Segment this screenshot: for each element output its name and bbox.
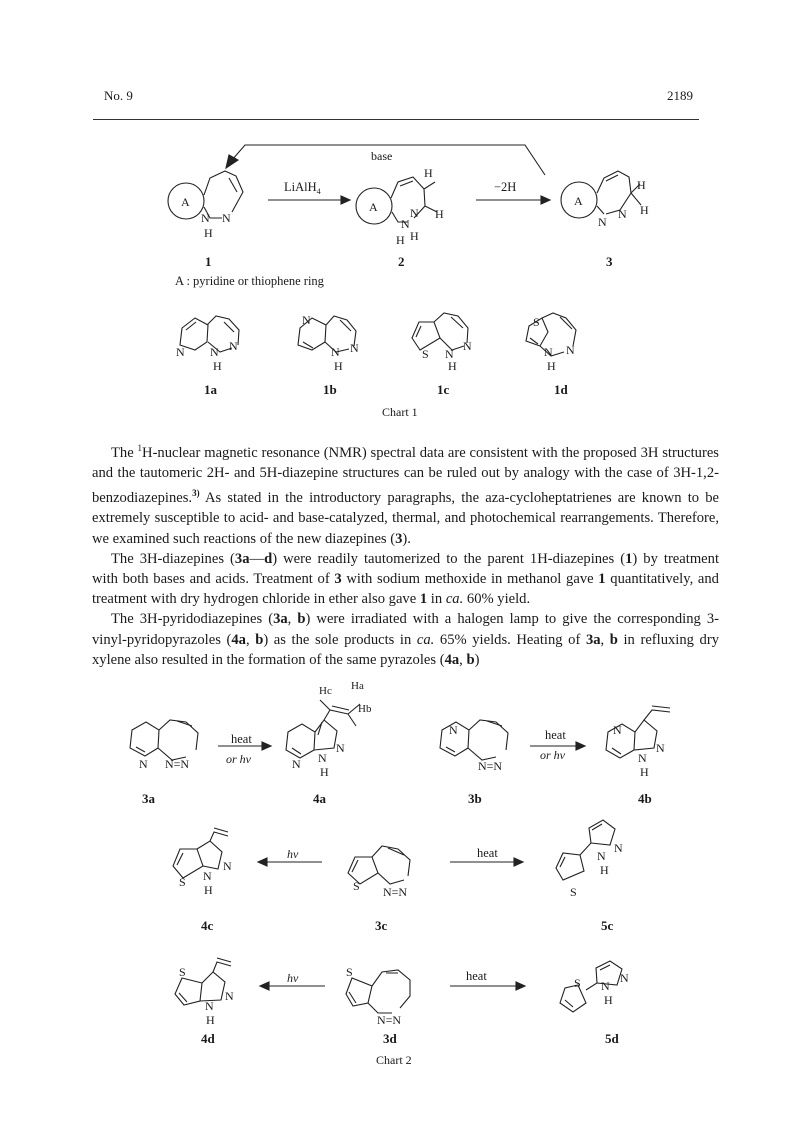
label-compound-4b: 4b: [638, 791, 652, 806]
svg-text:N: N: [614, 841, 623, 855]
legend-ring-a: A : pyridine or thiophene ring: [175, 274, 324, 288]
svg-text:H: H: [204, 226, 213, 240]
vinyl-hc: Hc: [319, 685, 332, 697]
svg-text:H: H: [547, 359, 556, 373]
svg-text:H: H: [320, 765, 329, 779]
svg-text:N: N: [205, 999, 214, 1013]
body-text: [92, 438, 719, 670]
svg-text:N=N: N=N: [165, 757, 190, 771]
svg-text:H: H: [424, 166, 433, 180]
svg-text:H: H: [435, 207, 444, 221]
vinyl-hb: Hb: [358, 703, 372, 715]
compound-4c-structure: [173, 828, 228, 878]
heat-label-3c: heat: [477, 846, 498, 860]
svg-text:N=N: N=N: [383, 885, 408, 899]
label-compound-5c: 5c: [601, 918, 614, 933]
compound-3a-structure: [130, 720, 198, 760]
svg-text:N=N: N=N: [478, 759, 503, 773]
svg-text:LiAlH4: LiAlH$_4$: [284, 180, 321, 196]
svg-text:N: N: [613, 723, 622, 737]
svg-text:N: N: [656, 741, 665, 755]
label-compound-1: 1: [205, 254, 212, 269]
svg-text:S: S: [570, 885, 577, 899]
svg-text:N: N: [302, 313, 311, 327]
hv-label-3c: hν: [287, 847, 299, 861]
label-compound-3d: 3d: [383, 1031, 397, 1046]
reagent-minus-2h: −2H: [494, 180, 517, 194]
svg-text:S: S: [533, 315, 540, 329]
ring-letter-1: A: [181, 195, 190, 209]
label-compound-4d: 4d: [201, 1031, 215, 1046]
svg-text:N=N: N=N: [377, 1013, 402, 1027]
svg-text:N: N: [445, 347, 454, 361]
compound-4a-structure: [286, 700, 360, 758]
label-compound-2: 2: [398, 254, 405, 269]
svg-text:N: N: [222, 211, 231, 225]
svg-text:N: N: [463, 339, 472, 353]
base-label: base: [371, 149, 393, 163]
svg-text:H: H: [640, 765, 649, 779]
svg-text:H: H: [204, 883, 213, 897]
heat-label-3b: heat: [545, 728, 566, 742]
svg-text:H: H: [600, 863, 609, 877]
svg-text:H: H: [410, 229, 419, 243]
or-hv-label-3b: or hv: [540, 748, 565, 762]
heat-label-3a: heat: [231, 732, 252, 746]
svg-text:N: N: [350, 341, 359, 355]
chart-2-caption: Chart 2: [376, 1053, 412, 1067]
label-compound-5d: 5d: [605, 1031, 619, 1046]
compound-1c-structure: [412, 313, 468, 350]
svg-text:H: H: [448, 359, 457, 373]
chart-1-caption: Chart 1: [382, 405, 418, 419]
vinyl-ha: Ha: [351, 680, 364, 692]
svg-text:N: N: [544, 345, 553, 359]
svg-text:N: N: [225, 989, 234, 1003]
page-number: 2189: [667, 88, 693, 103]
svg-text:N: N: [401, 217, 410, 231]
paragraph-1: The $^1$H-nuclear magnetic resonance (NMR) spectral data are consistent with the proposed 3H structures and the tautomeric 2H- and 5H-diazepine structures can be ruled out by analogy with the case of 3H-1,2-benzodiazepines.$^{3)}$ As stated in the introductory paragraphs, the aza-cycloheptatrienes are known to be extremely susceptible to acid- and base-catalyzed, thermal, and photochemical rearrangements. Therefore, we examined such reactions of the new diazepines (3).: [92, 443, 719, 547]
svg-text:H: H: [334, 359, 343, 373]
label-compound-3c: 3c: [375, 918, 388, 933]
svg-text:S: S: [346, 965, 353, 979]
svg-text:N: N: [601, 979, 610, 993]
hv-label-3d: hν: [287, 971, 299, 985]
heat-label-3d: heat: [466, 969, 487, 983]
svg-text:S: S: [179, 875, 186, 889]
svg-text:N: N: [566, 343, 575, 357]
label-compound-3a: 3a: [142, 791, 155, 806]
svg-text:N: N: [210, 345, 219, 359]
svg-text:S: S: [422, 347, 429, 361]
svg-text:N: N: [176, 345, 185, 359]
svg-text:N: N: [201, 211, 210, 225]
label-compound-4a: 4a: [313, 791, 326, 806]
svg-text:S: S: [574, 976, 581, 990]
svg-text:N: N: [223, 859, 232, 873]
svg-text:N: N: [597, 849, 606, 863]
label-compound-1a: 1a: [204, 382, 217, 397]
or-hv-label-3a: or hv: [226, 752, 251, 766]
svg-text:H: H: [640, 203, 649, 217]
svg-text:N: N: [449, 723, 458, 737]
svg-text:N: N: [618, 207, 627, 221]
svg-text:S: S: [353, 879, 360, 893]
compound-3-structure: [561, 171, 641, 218]
label-compound-1b: 1b: [323, 382, 337, 397]
compound-5d-structure: [560, 961, 622, 1012]
reagent-lialh4: LiAlH: [284, 180, 317, 194]
svg-text:H: H: [396, 233, 405, 247]
ring-letter-2: A: [369, 200, 378, 214]
label-compound-1c: 1c: [437, 382, 450, 397]
svg-text:N: N: [331, 345, 340, 359]
svg-text:H: H: [637, 178, 646, 192]
svg-text:H: H: [213, 359, 222, 373]
svg-text:H: H: [206, 1013, 215, 1027]
ring-letter-3: A: [574, 194, 583, 208]
journal-issue: No. 9: [104, 88, 133, 103]
svg-text:H: H: [604, 993, 613, 1007]
paragraph-3: The 3H-pyridodiazepines (3a, b) were irradiated with a halogen lamp to give the corresponding 3-vinyl-pyridopyrazoles (4a, b) as the sole products in ca. 65% yields. Heating of 3a, b in refluxing dry xylene also resulted in the formation of the same pyrazoles (4a, b): [92, 611, 720, 668]
label-compound-3: 3: [606, 254, 613, 269]
svg-text:N: N: [203, 869, 212, 883]
svg-text:N: N: [410, 206, 419, 220]
paragraph-2: The 3H-diazepines (3a—d) were readily tautomerized to the parent 1H-diazepines (1) by treatment with both bases and acids. Treatment of 3 with sodium methoxide in methanol gave 1 quantitatively, and treatment with dry hydrogen chloride in ether also gave 1 in ca. 60% yield.: [92, 550, 719, 608]
svg-text:N: N: [318, 751, 327, 765]
svg-text:N: N: [292, 757, 301, 771]
svg-text:N: N: [638, 751, 647, 765]
label-compound-1d: 1d: [554, 382, 568, 397]
svg-text:N: N: [620, 971, 629, 985]
compound-3d-structure: [346, 970, 410, 1013]
svg-text:S: S: [179, 965, 186, 979]
svg-text:N: N: [598, 215, 607, 229]
label-compound-3b: 3b: [468, 791, 482, 806]
label-compound-4c: 4c: [201, 918, 214, 933]
svg-text:N: N: [139, 757, 148, 771]
svg-text:N: N: [229, 339, 238, 353]
svg-text:N: N: [336, 741, 345, 755]
